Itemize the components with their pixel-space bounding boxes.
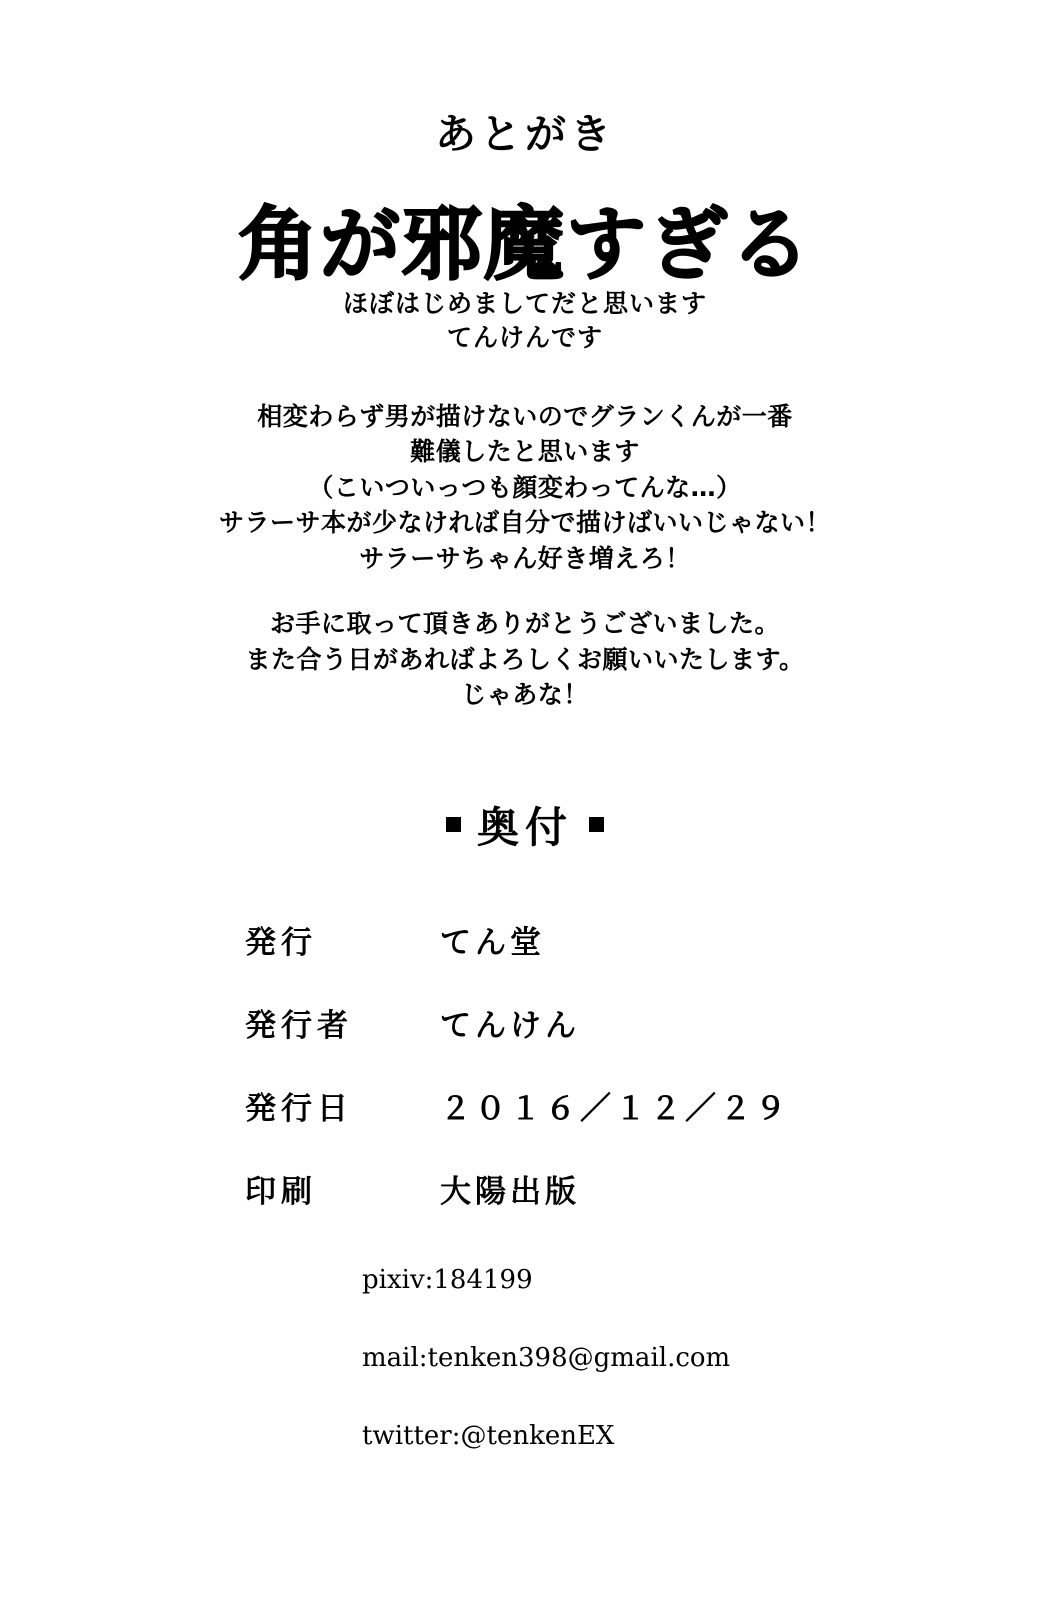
table-row — [245, 1000, 790, 1083]
table-row — [245, 1083, 790, 1166]
twitter-contact: twitter:@tenkenEX — [362, 1420, 615, 1451]
row-value: ２０１６／１２／２９ — [440, 1090, 790, 1127]
row-value: てんけん — [440, 1007, 580, 1044]
row-label: 発行 — [245, 924, 317, 961]
colophon-table — [245, 917, 790, 1249]
body-line: お手に取って頂きありがとうございました。 — [269, 609, 780, 639]
body-line: （こいついっつも顔変わってんな…） — [308, 472, 742, 502]
colophon-heading-text: 奥付 — [476, 802, 573, 852]
colophon-heading — [0, 795, 1050, 855]
square-bullet-icon — [446, 817, 461, 832]
contact-block — [362, 1264, 1050, 1451]
body-line-spacer — [0, 576, 1050, 606]
square-bullet-icon — [589, 817, 604, 832]
mail-contact: mail:tenken398@gmail.com — [362, 1342, 731, 1373]
afterword-page — [0, 112, 1050, 1604]
pixiv-contact: pixiv:184199 — [362, 1264, 533, 1295]
body-line: サラーサちゃん好き増えろ！ — [359, 543, 691, 573]
subtitle-block — [0, 287, 1050, 355]
row-label: 発行者 — [245, 1007, 353, 1044]
subtitle-line: てんけんです — [446, 322, 603, 352]
row-label: 印刷 — [245, 1173, 317, 1210]
body-line: 難儀したと思います — [410, 437, 640, 467]
afterword-body — [0, 399, 1050, 713]
body-line: また合う日があればよろしくお願いいたします。 — [245, 644, 805, 674]
table-row — [245, 1166, 790, 1249]
subtitle-line: ほぼはじめましてだと思います — [342, 289, 707, 319]
page-title: 角が邪魔すぎる — [238, 198, 812, 292]
body-line: じゃあな！ — [461, 680, 589, 710]
row-value: 大陽出版 — [440, 1173, 580, 1210]
body-line: 相変わらず男が描けないのでグランくんが一番 — [257, 401, 793, 431]
table-row — [245, 917, 790, 1000]
afterword-heading: あとがき — [435, 110, 615, 158]
row-value: てん堂 — [440, 924, 545, 961]
body-line: サラーサ本が少なければ自分で描けばいいじゃない！ — [218, 508, 831, 538]
row-label: 発行日 — [245, 1090, 353, 1127]
